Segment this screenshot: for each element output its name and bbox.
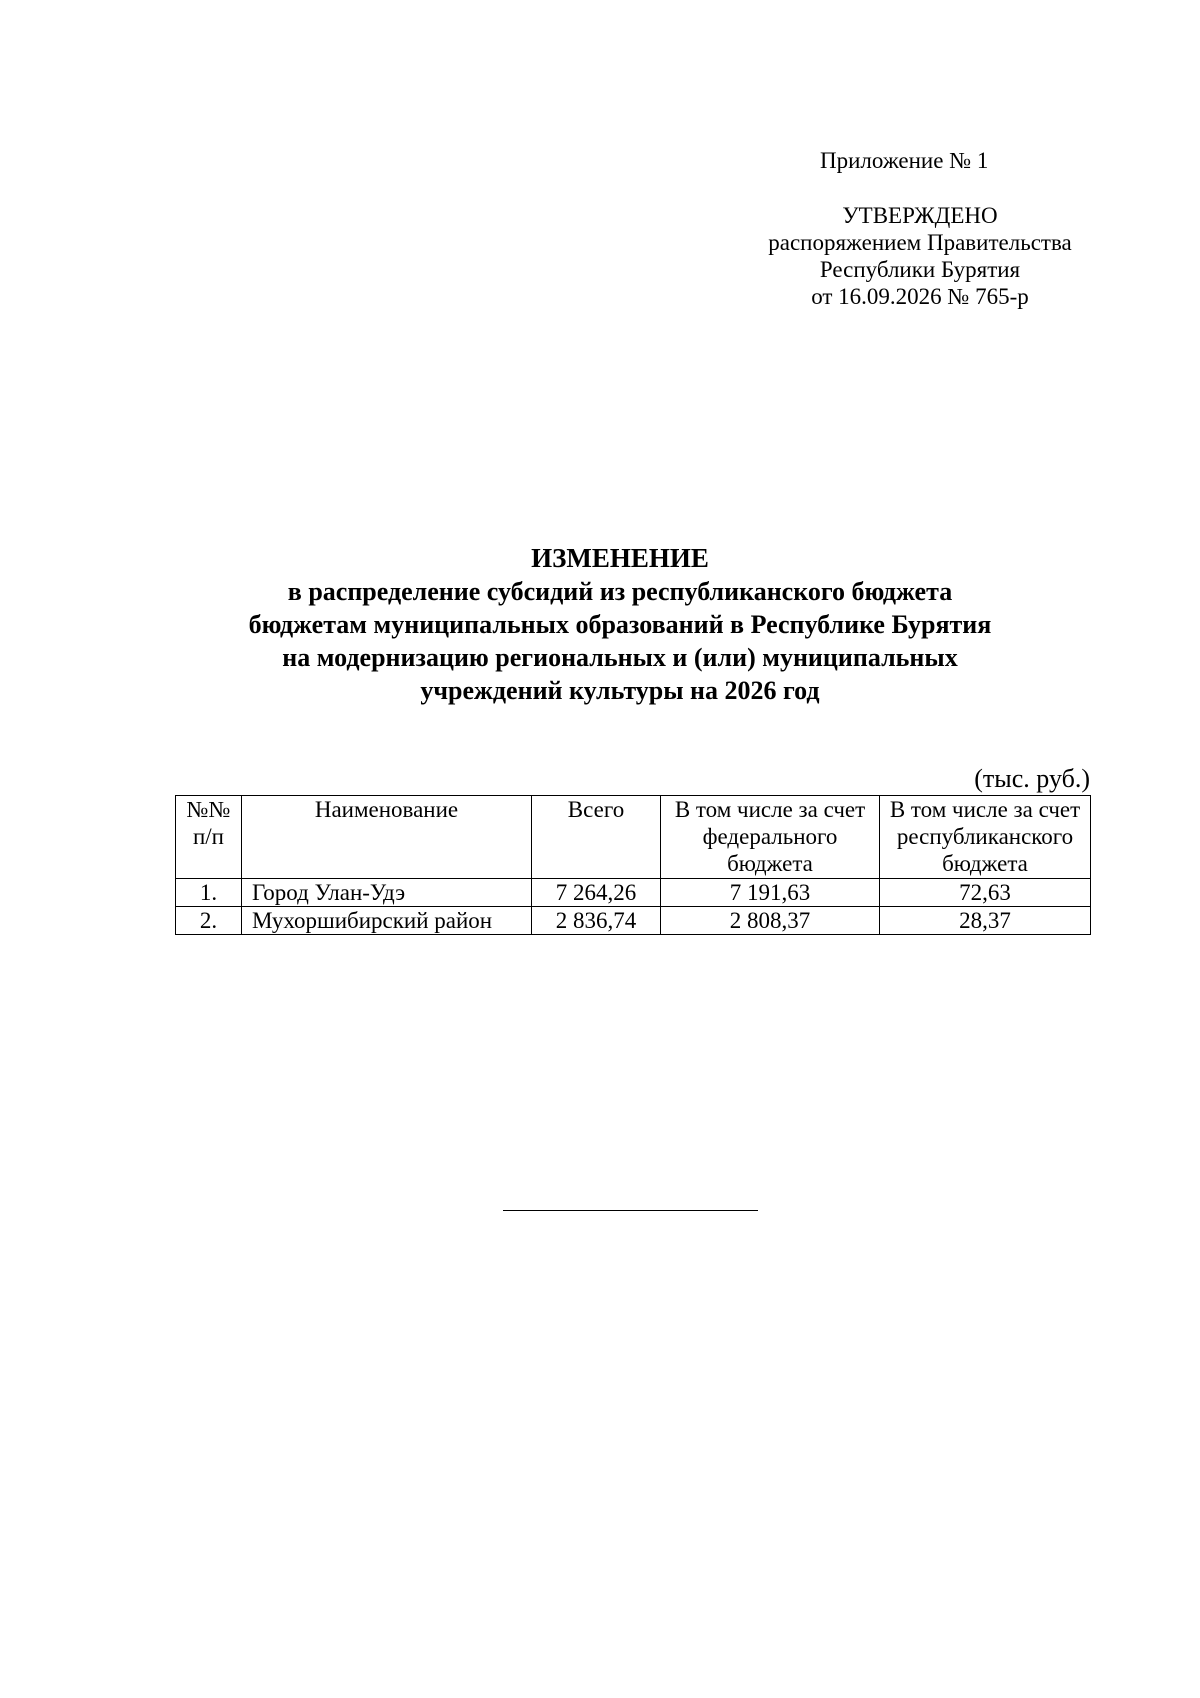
approval-stamp [740,202,1100,310]
units-label: (тыс. руб.) [974,764,1090,793]
row-total: 2 836,74 [532,907,661,935]
row-number: 2. [176,907,242,935]
column-header-republican: В том числе за счет республиканского бюджета [880,796,1091,879]
title-line: учреждений культуры на 2026 год [420,676,820,705]
document-title [150,542,1090,707]
column-header-number: №№ п/п [176,796,242,879]
table-row [176,879,1091,907]
row-republican: 72,63 [880,879,1091,907]
title-line: бюджетам муниципальных образований в Республике Бурятия [248,610,992,639]
row-republican: 28,37 [880,907,1091,935]
row-name: Город Улан-Удэ [242,879,532,907]
column-header-name: Наименование [242,796,532,879]
title-heading: ИЗМЕНЕНИЕ [531,543,709,573]
row-name: Мухоршибирский район [242,907,532,935]
end-divider [503,1210,758,1211]
row-number: 1. [176,879,242,907]
approval-line: УТВЕРЖДЕНО [842,203,998,228]
table-row [176,907,1091,935]
row-total: 7 264,26 [532,879,661,907]
title-line: в распределение субсидий из республиканского бюджета [287,577,953,606]
column-header-total: Всего [532,796,661,879]
table-header-row [176,796,1091,879]
approval-line: распоряжением Правительства [768,230,1072,255]
column-header-federal: В том числе за счет федерального бюджета [661,796,880,879]
approval-line: Республики Бурятия [819,257,1021,282]
row-federal: 2 808,37 [661,907,880,935]
appendix-label: Приложение № 1 [820,148,989,173]
row-federal: 7 191,63 [661,879,880,907]
approval-line: от 16.09.2026 № 765-р [811,284,1029,309]
title-line: на модернизацию региональных и (или) муниципальных [282,643,958,672]
subsidy-table [175,795,1091,935]
